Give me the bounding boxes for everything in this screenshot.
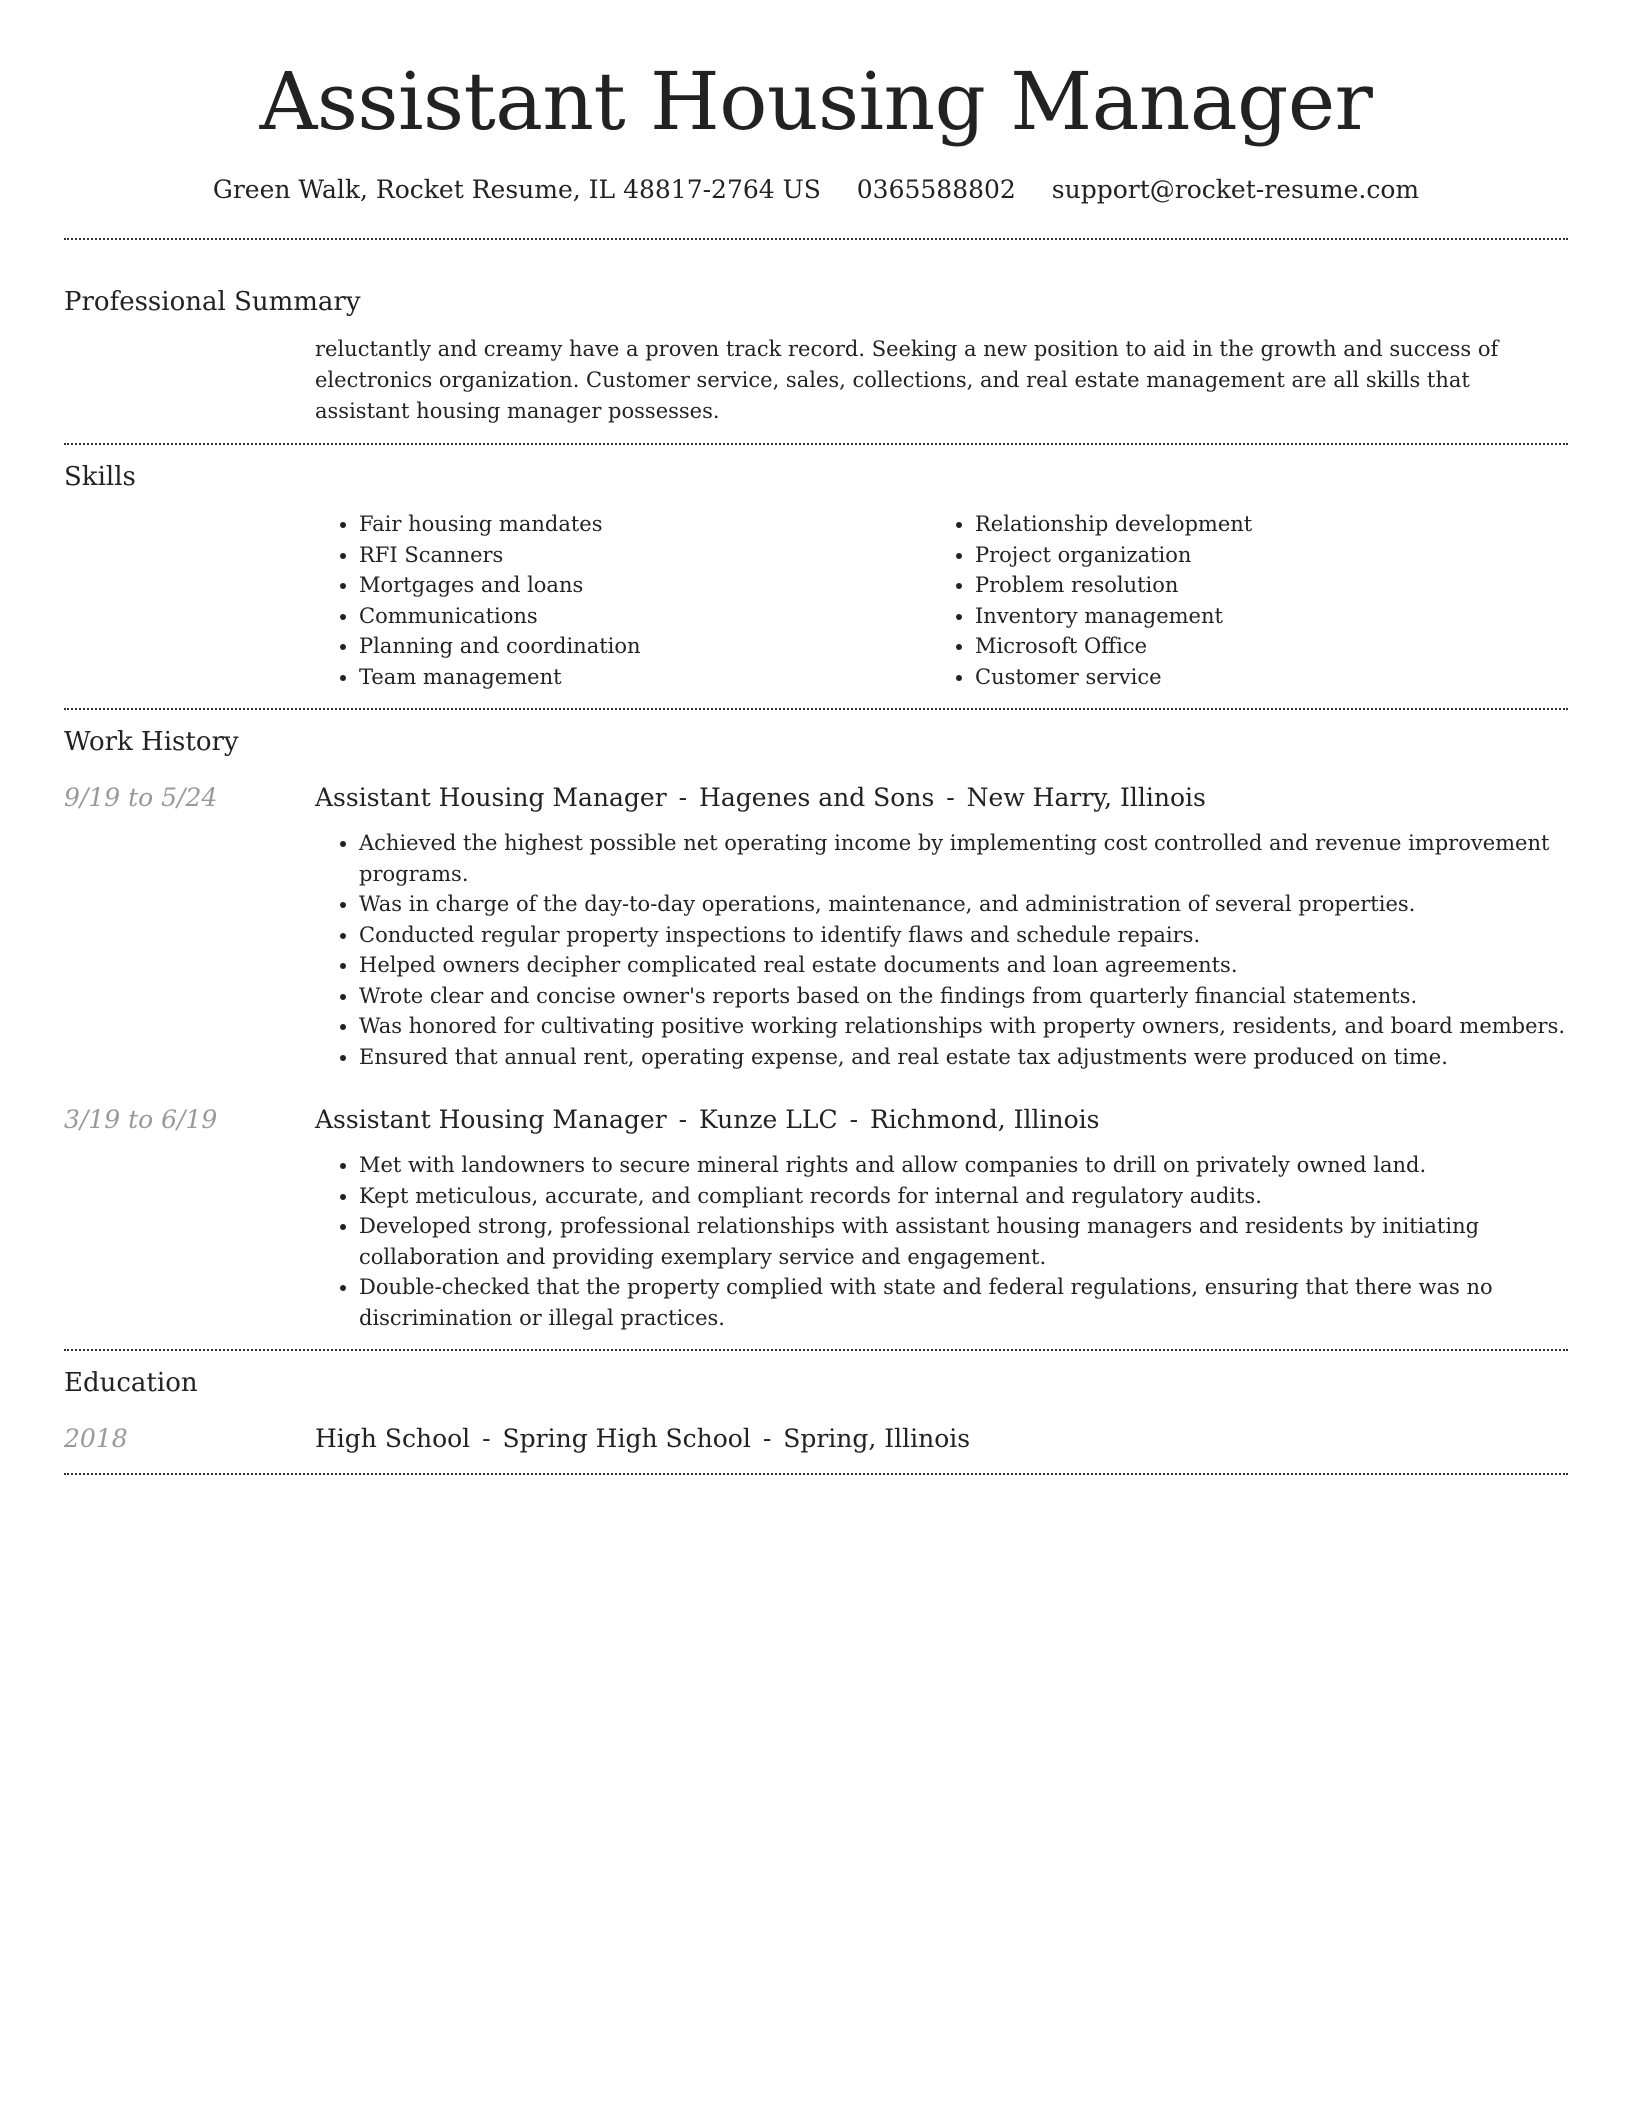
job-bullet: • Developed strong, professional relationships with assistant housing managers and residents by initiating collaboration and providing exemplary service and engagement. (359, 1211, 1568, 1272)
job-bullet: • Helped owners decipher complicated real estate documents and loan agreements. (359, 950, 1568, 981)
skill-item: • Project organization (975, 540, 1547, 571)
job-location: Richmond, Illinois (869, 1105, 1100, 1134)
skill-item: • Mortgages and loans (359, 570, 931, 601)
job-bullet: • Was in charge of the day-to-day operations, maintenance, and administration of several properties. (359, 889, 1568, 920)
job-heading (315, 780, 1568, 816)
job-role: Assistant Housing Manager (315, 783, 667, 812)
job-bullet: • Achieved the highest possible net operating income by implementing cost controlled and revenue improvement programs. (359, 828, 1568, 889)
summary-text: reluctantly and creamy have a proven track record. Seeking a new position to aid in the growth and success of electronics organization. Customer service, sales, collections, and real estate management are all skills that assistant housing manager possesses. (315, 337, 1499, 423)
skill-item: • Customer service (975, 662, 1547, 693)
separator: - (482, 1424, 491, 1453)
work-history-section (64, 710, 1568, 1349)
job-bullet: • Met with landowners to secure mineral rights and allow companies to drill on privately owned land. (359, 1150, 1568, 1181)
skill-item: • Relationship development (975, 509, 1547, 540)
skills-list-left (315, 509, 931, 692)
job-company: Hagenes and Sons (699, 783, 935, 812)
job-bullet: • Ensured that annual rent, operating expense, and real estate tax adjustments were produced on time. (359, 1042, 1568, 1073)
job-details (315, 780, 1568, 1072)
separator: - (946, 783, 955, 812)
education-degree: High School (315, 1424, 471, 1453)
skill-item: • Microsoft Office (975, 631, 1547, 662)
skill-item: • Planning and coordination (359, 631, 931, 662)
candidate-name: Assistant Housing Manager (259, 55, 1373, 148)
job-entry (64, 780, 1568, 1072)
skills-list-right (931, 509, 1547, 692)
job-location: New Harry, Illinois (966, 783, 1206, 812)
section-title-skills: Skills (64, 462, 136, 492)
contact-email: support@rocket-resume.com (1051, 175, 1420, 204)
job-company: Kunze LLC (699, 1105, 838, 1134)
job-heading (315, 1102, 1568, 1138)
separator: - (678, 1105, 688, 1134)
section-title-summary: Professional Summary (64, 287, 361, 317)
job-bullet: • Double-checked that the property complied with state and federal regulations, ensuring that there was no discrimination or illegal practices. (359, 1272, 1568, 1333)
section-title-education: Education (64, 1368, 198, 1398)
education-location: Spring, Illinois (783, 1424, 971, 1453)
separator: - (762, 1424, 772, 1453)
job-dates: 9/19 to 5/24 (64, 783, 218, 812)
skill-item: • Inventory management (975, 601, 1547, 632)
resume-header (64, 0, 1568, 208)
professional-summary-section (64, 240, 1568, 443)
job-bullet-list (315, 1150, 1568, 1333)
education-section (64, 1351, 1568, 1473)
separator: - (849, 1105, 859, 1134)
job-dates: 3/19 to 6/19 (64, 1105, 218, 1134)
skills-grid (315, 509, 1568, 692)
section-divider (64, 1473, 1568, 1475)
job-details (315, 1102, 1568, 1333)
contact-line (64, 172, 1568, 208)
contact-address: Green Walk, Rocket Resume, IL 48817-2764 US (212, 175, 821, 204)
skill-item: • RFI Scanners (359, 540, 931, 571)
job-role: Assistant Housing Manager (315, 1105, 667, 1134)
separator: - (678, 783, 688, 812)
job-entry (64, 1102, 1568, 1333)
skills-section (64, 445, 1568, 708)
skill-item: • Communications (359, 601, 931, 632)
education-heading (315, 1421, 1568, 1457)
section-title-work: Work History (64, 727, 239, 757)
skill-item: • Team management (359, 662, 931, 693)
education-school: Spring High School (502, 1424, 751, 1453)
education-details (315, 1421, 1568, 1457)
job-bullet: • Kept meticulous, accurate, and compliant records for internal and regulatory audits. (359, 1181, 1568, 1212)
skill-item: • Fair housing mandates (359, 509, 931, 540)
job-bullet-list (315, 828, 1568, 1072)
contact-phone: 0365588802 (856, 175, 1016, 204)
education-entry (64, 1421, 1568, 1457)
job-bullet: • Was honored for cultivating positive working relationships with property owners, residents, and board members. (359, 1011, 1568, 1042)
education-year: 2018 (64, 1424, 128, 1453)
skill-item: • Problem resolution (975, 570, 1547, 601)
job-bullet: • Conducted regular property inspections to identify flaws and schedule repairs. (359, 920, 1568, 951)
job-bullet: • Wrote clear and concise owner's reports based on the findings from quarterly financial statements. (359, 981, 1568, 1012)
